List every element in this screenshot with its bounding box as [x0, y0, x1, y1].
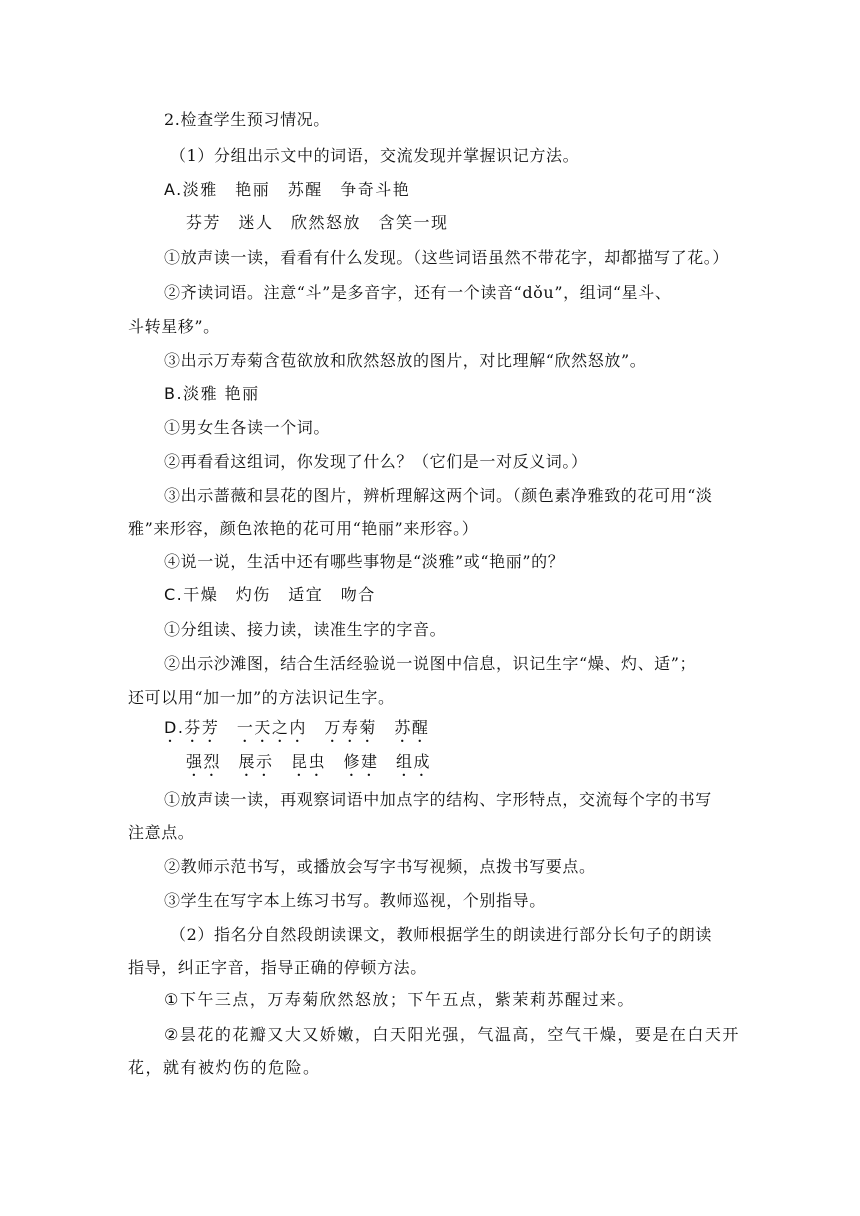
step-text: ③出示蔷薇和昙花的图片，辨析理解这两个词。（颜色素净雅致的花可用“淡	[164, 486, 713, 505]
step-text: ①放声读一读，再观察词语中加点字的结构、字形特点，交流每个字的书写	[164, 790, 712, 809]
section-heading: 2.检查学生预习情况。	[164, 110, 330, 129]
example-sentence: ②昙花的花瓣又大又娇嫩，白天阳光强，气温高，空气干燥，要是在白天开	[164, 1025, 740, 1044]
word-group-a: A.淡雅 艳丽 苏醒 争奇斗艳	[164, 180, 411, 199]
sub-heading-1: （1）分组出示文中的词语，交流发现并掌握识记方法。	[170, 146, 580, 165]
sub-heading-2: （2）指名分自然段朗读课文，教师根据学生的朗读进行部分长句子的朗读	[170, 925, 712, 944]
step-text: ②教师示范书写，或播放会写字书写视频，点拨书写要点。	[164, 857, 596, 876]
step-text: ②齐读词语。注意“斗”是多音字，还有一个读音“dǒu”，组词“星斗、	[164, 283, 672, 302]
step-text: ②再看看这组词，你发现了什么？（它们是一对反义词。）	[164, 452, 588, 471]
step-text: ①男女生各读一个词。	[164, 418, 331, 437]
word-group-c: C.干燥 灼伤 适宜 吻合	[164, 585, 376, 604]
step-text: ③学生在写字本上练习书写。教师巡视，个别指导。	[164, 891, 546, 910]
example-sentence-continued: 花，就有被灼伤的危险。	[128, 1058, 321, 1077]
step-text-continued: 斗转星移”。	[128, 317, 220, 336]
step-text-continued: 指导，纠正字音，指导正确的停顿方法。	[128, 958, 427, 977]
step-text-continued: 还可以用“加一加”的方法识记生字。	[128, 688, 395, 707]
step-text-continued: 雅”来形容，颜色浓艳的花可用“艳丽”来形容。）	[128, 519, 479, 538]
step-text: ②出示沙滩图，结合生活经验说一说图中信息，识记生字“燥、灼、适”；	[164, 654, 697, 673]
step-text: ①放声读一读，看看有什么发现。（这些词语虽然不带花字，却都描写了花。）	[164, 248, 730, 267]
step-text: ③出示万寿菊含苞欲放和欣然怒放的图片，对比理解“欣然怒放”。	[164, 351, 647, 370]
word-group-d-row2: 强烈 展示 昆虫 修建 组成	[186, 752, 432, 771]
word-group-b: B.淡雅 艳丽	[164, 384, 260, 403]
example-sentence: ①下午三点，万寿菊欣然怒放；下午五点，紫茉莉苏醒过来。	[164, 990, 635, 1009]
step-text: ①分组读、接力读，读准生字的字音。	[164, 620, 447, 639]
word-group-d: D.芬芳 一天之内 万寿菊 苏醒	[164, 718, 430, 737]
step-text: ④说一说，生活中还有哪些事物是“淡雅”或“艳丽”的？	[164, 552, 565, 571]
step-text-continued: 注意点。	[128, 823, 195, 842]
word-group-a-row2: 芬芳 迷人 欣然怒放 含笑一现	[186, 213, 449, 232]
